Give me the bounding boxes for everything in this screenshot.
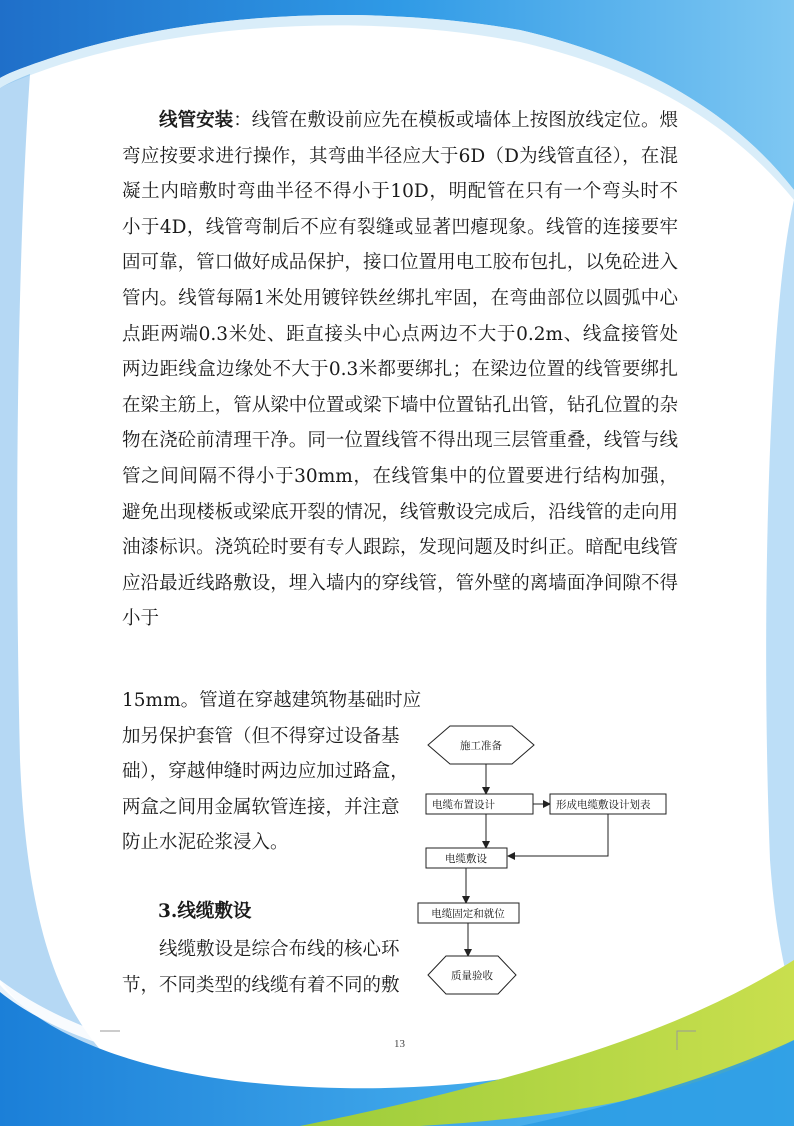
paragraph-conduit-tail [122,683,421,861]
crop-mark-bottom-left [100,1030,120,1050]
crop-mark-top-left [100,78,120,98]
page-number: 13 [394,1038,405,1050]
flow-side-plan-label: 形成电缆敷设计划表 [556,799,651,811]
section-heading: 3.线缆敷设 [158,901,252,922]
text-line: 15mm。管道在穿越建筑物基础时应 [122,690,422,711]
text-line: 防止水泥砼浆浸入。 [122,832,289,854]
flow-end-label: 质量验收 [451,970,493,982]
text-line: 节，不同类型的线缆有着不同的敷 [122,974,400,996]
flow-step-laying-label: 电缆敷设 [445,853,487,865]
text-line: 两盒之间用金属软管连接，并注意 [122,796,400,818]
text-line: 础），穿越伸缝时两边应加过路盒， [122,761,409,783]
flow-step-design-label: 电缆布置设计 [432,799,495,811]
crop-mark-bottom-right [676,1030,696,1050]
paragraph-cable-laying [122,932,400,1003]
construction-flowchart [410,720,680,1000]
text-line: 线缆敷设是综合布线的核心环 [122,939,400,960]
paragraph-lead-bold: 线管安装 [159,110,234,131]
text-line: 加另保护套管（但不得穿过设备基 [122,725,400,747]
flow-step-fix-label: 电缆固定和就位 [431,908,505,920]
paragraph-text: ：线管在敷设前应先在模板或墙体上按图放线定位。煨弯应按要求进行操作，其弯曲半径应大于6D（D为线管直径），在混凝土内暗敷时弯曲半径不得小于10D，明配管在只有一个弯头时不小于4D，线管弯制后不应有裂缝或显著凹瘪现象。线管的连接要牢固可靠，管口做好成品保护，接口位置用电工胶布包扎，以免砼进入管内。线管每隔1米处用镀锌铁丝绑扎牢固，在弯曲部位以圆弧中心点距两端0.3米处、距直接头中心点两边不大于0.2m、线盒接管处两边距线盒边缘处不大于0.3米都要绑扎；在梁边位置的线管要绑扎在梁主筋上，管从梁中位置或梁下墙中位置钻孔出管，钻孔位置的杂物在浇砼前清理干净。同一位置线管不得出现三层管重叠，线管与线管之间间隔不得小于30mm，在线管集中的位置要进行结构加强，避免出现楼板或梁底开裂的情况，线管敷设完成后，沿线管的走向用油漆标识。浇筑砼时要有专人跟踪，发现问题及时纠正。暗配电线管应沿最近线路敷设，埋入墙内的穿线管，管外壁的离墙面净间隙不得小于 [122,110,678,630]
flow-start-label: 施工准备 [460,740,502,752]
paragraph-conduit-install [122,103,678,637]
